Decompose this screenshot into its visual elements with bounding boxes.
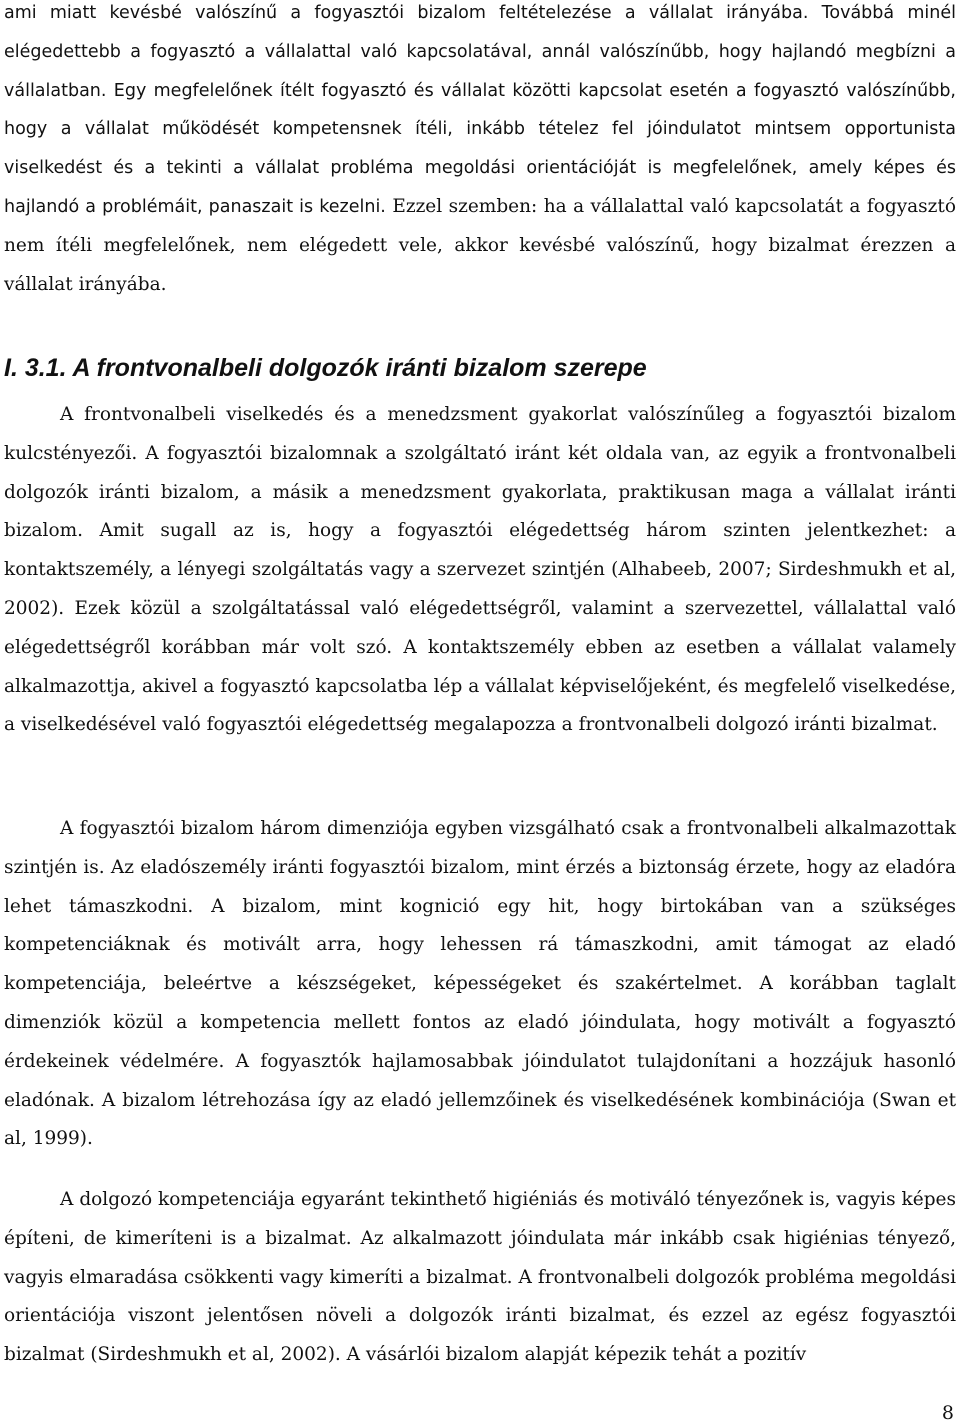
paragraph-employee-competence: A dolgozó kompetenciája egyaránt tekinthető higiéniás és motiváló tényezőnek is, vagyis képes építeni, de kimeríteni is a bizalmat. Az alkalmazott jóindulata már inkább csak higiénias tényező, vagyis elmaradása csökkenti vagy kimeríti a bizalmat. A frontvonalbeli dolgozók probléma megoldási orientációja viszont jelentősen növeli a dolgozók iránti bizalmat, és ezzel az egész fogyasztói bizalmat (Sirdeshmukh et al, 2002). A vásárlói bizalom alapját képezik tehát a pozitív — [4, 1189, 956, 1366]
paragraph-continued — [4, 0, 956, 304]
paragraph-sans-text: ami miatt kevésbé valószínű a fogyasztói bizalom feltételezése a vállalat irányába. Továbbá minél elégedettebb a fogyasztó a vállalattal való kapcsolatával, annál valószínűbb, hogy hajlandó megbízni a vállalatban. Egy megfelelőnek ítélt fogyasztó és vállalat közötti kapcsolat esetén a fogyasztó valószínűbb, hogy a vállalat működését kompetensnek ítéli, inkább tételez fel jóindulatot mintsem opportunista viselkedést és a tekinti a vállalat probléma megoldási orientációját is megfelelőnek, amely képes és hajlandó a problémáit, panaszait is kezelni. — [4, 3, 956, 217]
paragraph-trust-dimensions: A fogyasztói bizalom három dimenziója egyben vizsgálható csak a frontvonalbeli alkalmazottak szintjén is. Az eladószemély iránti fogyasztói bizalom, mint érzés a biztonság érzete, hogy az eladóra lehet támaszkodni. A bizalom, mint kognició egy hit, hogy birtokában van a szükséges kompetenciáknak és motivált arra, hogy lehessen rá támaszkodni, amit támogat az eladó kompetenciája, beleértve a készségeket, képességeket és szakértelmet. A korábban taglalt dimenziók közül a kompetencia mellett fontos az eladó jóindulata, hogy motivált a fogyasztó érdekeinek védelmére. A fogyasztók hajlamosabbak jóindulatot tulajdonítani a hozzájuk hasonló eladónak. A bizalom létrehozása így az eladó jellemzőinek és viselkedésének kombinációja (Swan et al, 1999). — [4, 818, 956, 1150]
paragraph-frontline-role: A frontvonalbeli viselkedés és a menedzsment gyakorlat valószínűleg a fogyasztói bizalom kulcstényezői. A fogyasztói bizalomnak a szolgáltató iránt két oldala van, az egyik a frontvonalbeli dolgozók iránti bizalom, a másik a menedzsment gyakorlata, praktikusan maga a vállalat iránti bizalom. Amit sugall az is, hogy a fogyasztói elégedettség három szinten jelentkezhet: a kontaktszemély, a lényegi szolgáltatás vagy a szervezet szintjén (Alhabeeb, 2007; Sirdeshmukh et al, 2002). Ezek közül a szolgáltatással való elégedettségről, valamint a szervezettel, vállalattal való elégedettségről korábban már volt szó. A kontaktszemély ebben az esetben a vállalat valamely alkalmazottja, akivel a fogyasztó kapcsolatba lép a vállalat képviselőjeként, és megfelelő viselkedése, a viselkedésével való fogyasztói elégedettség megalapozza a frontvonalbeli dolgozó iránti bizalmat. — [4, 404, 956, 736]
section-heading: I. 3.1. A frontvonalbeli dolgozók iránti bizalom szerepe — [4, 354, 647, 382]
paragraph-serif-text: Ezzel szemben: ha a vállalattal való kapcsolatát a fogyasztó nem ítéli megfelelőnek, nem elégedett vele, akkor kevésbé valószínű, hogy bizalmat érezzen a vállalat irányába. — [4, 195, 956, 295]
page-number: 8 — [941, 1402, 954, 1424]
